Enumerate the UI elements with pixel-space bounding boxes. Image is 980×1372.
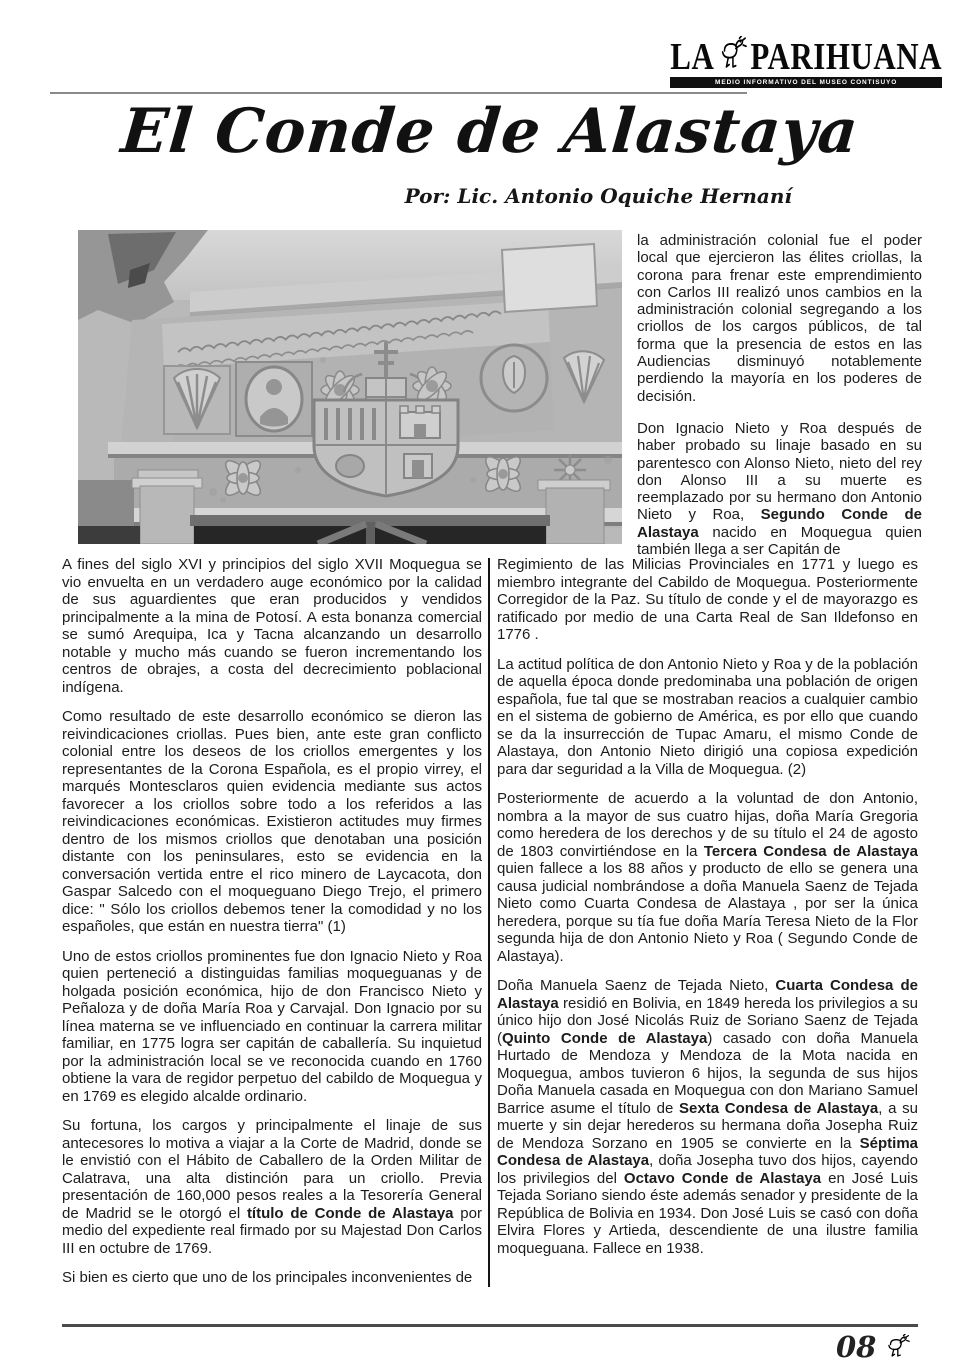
article-byline: Por: Lic. Antonio Oquiche Hernaní — [404, 184, 792, 208]
masthead-title — [670, 34, 942, 78]
paragraph: la administración colonial fue el poder local que ejercieron las élites criollas, la corona para frenar este emprendimiento con Carlos III realizó unos cambios en la administración colonial segregando a los criollos de los cargos públicos, de tal forma que la presencia de estos en las Audiencias disminuyó notablemente perdiendo la mayoría en los poderes de decisión. — [637, 232, 922, 405]
parihuana-bird-icon — [717, 35, 747, 72]
paragraph: La actitud política de don Antonio Nieto y Roa y de la población de aquella época donde predominaba una población de origen española, fue tal que se mostraban reacios a cualquier cambio en el sistema de gobierno de América, es por ello que cuando se da la insurrección de Tupac Amaru, el mismo Conde de Alastaya, don Antonio Nieto dirigió una copiosa expedición para dar seguridad a la Villa de Moquegua. (2) — [497, 655, 918, 778]
footer-rule — [62, 1324, 918, 1327]
paragraph: Uno de estos criollos prominentes fue don Ignacio Nieto y Roa quien perteneció a distinguidas familias moqueguanas y de holgada posición económica, hijo de don Francisco Nieto y Peñaloza y de doña María Roa y Carvajal. Don Ignacio por su línea materna se ve influenciado en continuar la carrera militar familiar, en 1775 logra ser capitán de caballería. Su inquietud por la administración local se ve reconocida cuando en 1760 obtiene la vara de regidor perpetuo del cabildo de Moquegua y en 1769 es elegido alcalde ordinario. — [62, 947, 482, 1105]
article-photo — [78, 230, 622, 544]
paragraph: Como resultado de este desarrollo económico se dieron las reivindicaciones criollas. Pues bien, ante este gran conflicto colonial entre los deseos de los criollos emergentes y los representantes de la Corona Española, es el propio virrey, el marqués Montesclaros quien evidencia mediante sus actos favorecer a los criollos sobre todo a los referidos a las reivindicaciones económicas. Existieron actitudes muy firmes dentro de los mismos criollos que denotaban una posición distante con los peninsulares, esto se evidencia en la conversación vertida entre el rico minero de Laycacota, don Gaspar Salcedo con el moqueguano Diego Trejo, el primero dice: " Sólo los criollos debemos tener la comodidad y no los españoles, que están en nuestra tierra" (1) — [62, 708, 482, 935]
right-column — [497, 556, 918, 1287]
paragraph: Si bien es cierto que uno de los principales inconvenientes de — [62, 1269, 473, 1286]
paragraph: Regimiento de las Milicias Provinciales en 1771 y luego es miembro integrante del Cabildo de Moquegua. Posteriormente Corregidor de la Paz. Su título de conde y el de mayorazgo es ratificado por medio de una Carta Real de San Ildefonso en 1776 . — [497, 556, 918, 643]
masthead-tagline: MEDIO INFORMATIVO DEL MUSEO CONTISUYO — [670, 77, 942, 88]
header-rule — [50, 92, 747, 94]
page-number-value: 08 — [836, 1330, 877, 1364]
intro-column — [637, 232, 922, 573]
masthead — [670, 34, 942, 88]
paragraph: Posteriormente de acuerdo a la voluntad de don Antonio, nombra a la mayor de sus cuatro hijas, doña María Gregoria como heredera de los derechos y de su título el 24 de agosto de 1803 convirtiéndose en la Tercera Condesa de Alastaya quien fallece a los 88 años y producto de ello se genera una causa judicial nombrándose a doña Manuela Saenz de Tejada Nieto como Cuarta Condesa de Alastaya , por ser la única heredera, porque su tía fue doña María Teresa Nieto de la Flor segunda hija de don Antonio Nieto y Roa ( Segundo Conde de Alastaya). — [497, 790, 918, 965]
article-title: El Conde de Alastaya — [118, 96, 862, 167]
parihuana-bird-icon — [884, 1334, 910, 1360]
paragraph: Su fortuna, los cargos y principalmente el linaje de sus antecesores lo motiva a viajar a la Corte de Madrid, donde se le envistió con el Hábito de Caballero de la Orden Militar de Calatrava, una alta distinción para un criollo. Previa presentación de 160,000 pesos reales a la Tesorería General de Madrid se le otorgó el título de Conde de Alastaya por medio del expediente real firmado por su Majestad Don Carlos III en octubre de 1769. — [62, 1117, 482, 1257]
page-number — [836, 1330, 910, 1364]
paragraph: Doña Manuela Saenz de Tejada Nieto, Cuarta Condesa de Alastaya residió en Bolivia, en 1849 hereda los privilegios a su único hijo don José Nicolás Ruiz de Soriano Saenz de Tejada (Quinto Conde de Alastaya) casado con doña Manuela Hurtado de Mendoza y Mendoza de la Mota nacida en Moquegua, ambos tuvieron 6 hijos, la segunda de sus hijos Doña Manuela casada en Moquegua con don Mariano Samuel Barrice asume el título de Sexta Condesa de Alastaya, a su muerte y sin dejar herederos su hermana doña Josepha Ruiz de Mendoza Sorzano en 1905 se convierte en la Séptima Condesa de Alastaya, doña Josepha tuvo dos hijos, cayendo los privilegios del Octavo Conde de Alastaya en José Luis Tejada Soriano siendo éste además senador y presidente de la República de Bolivia en 1934. Don José Luis se casó con doña Elvira Flores y Artieda, descendiente de una ilustre familia moqueguana. Fallece en 1938. — [497, 977, 918, 1257]
left-column — [62, 556, 482, 1287]
paragraph: Don Ignacio Nieto y Roa después de haber probado su linaje basado en su parentesco con Alonso Nieto, nieto del rey don Alonso III a su muerte es reemplazado por su hermano don Antonio Nieto y Roa, Segundo Conde de Alastaya nacido en Moquegua quien también llega a ser Capitán de — [637, 419, 922, 559]
column-divider — [488, 558, 490, 1287]
stone-carving-illustration — [78, 230, 622, 544]
masthead-title-main: PARIHUANA — [750, 34, 942, 78]
paragraph: A fines del siglo XVI y principios del siglo XVII Moquegua se vio envuelta en un verdadero auge económico por la calidad de sus aguardientes que eran producidos y vendidos principalmente a la mina de Potosí. A esta bonanza comercial se sumó Arequipa, Ica y Tacna alcanzando un desarrollo notable y mucho más cuando se fueron incrementando los centros de obrajes, a costa del decrecimiento poblacional indígena. — [62, 556, 482, 696]
masthead-title-prefix: LA — [670, 34, 715, 78]
article-body — [62, 556, 918, 1287]
